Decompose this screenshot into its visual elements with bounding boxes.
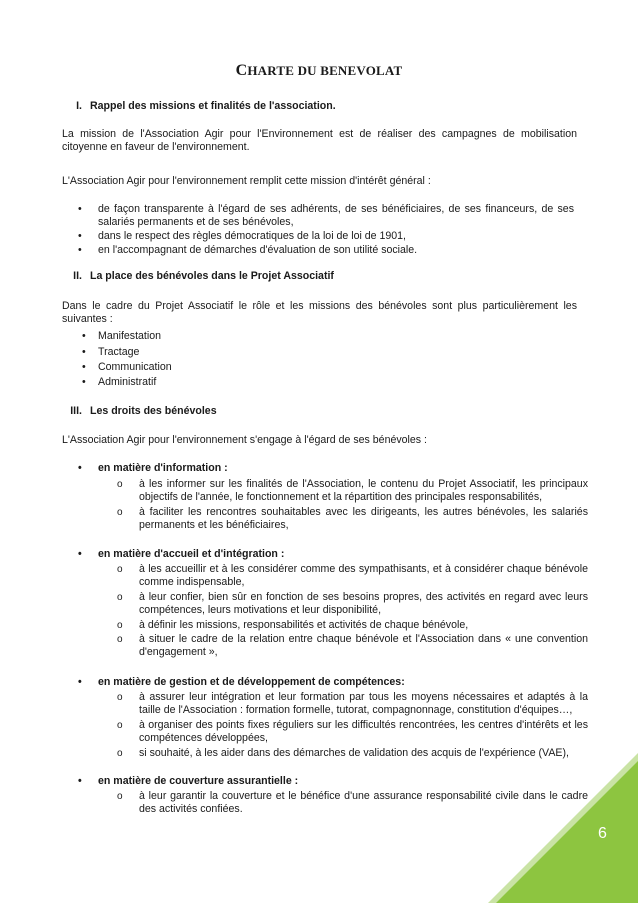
sub-list-item: [117, 619, 578, 633]
sub-list-item-text: à définir les missions, responsabilités et activités de chaque bénévole,: [139, 619, 469, 631]
section-number: I.: [76, 100, 82, 112]
sub-list-item-text: à organiser des points fixes réguliers sur les difficultés rencontrées, les centres d'intérêts et les compétences développées,: [139, 719, 588, 745]
circle-bullet-icon: o: [117, 564, 123, 575]
section-heading-2: [62, 270, 334, 283]
bullet-icon: •: [82, 376, 86, 388]
sub-list-item: [117, 633, 588, 661]
commitment-heading: [78, 676, 578, 690]
circle-bullet-icon: o: [117, 507, 123, 518]
list-item-text: Communication: [98, 361, 172, 373]
sub-list-item: [117, 478, 588, 506]
sub-list-item-text: à assurer leur intégration et leur formation par tous les moyens nécessaires et adaptés à la taille de l'Association : formation formelle, tutorat, compagnonnage, constitution d'équipes…,: [139, 691, 588, 717]
bullet-icon: •: [82, 346, 86, 358]
sub-list-item: [117, 719, 588, 747]
bullet-icon: •: [78, 462, 82, 474]
list-item: [82, 361, 578, 375]
list-item-text: Manifestation: [98, 330, 162, 342]
sub-list-item: [117, 691, 588, 719]
section-title: La place des bénévoles dans le Projet Associatif: [90, 270, 334, 282]
circle-bullet-icon: o: [117, 479, 123, 490]
sub-list-item-text: à les informer sur les finalités de l'Association, le contenu du Projet Associatif, les principaux objectifs de l'année, le fonctionnement et la répartition des principales responsabilités,: [139, 478, 588, 504]
commitment-heading: [78, 462, 578, 476]
list-item: [82, 376, 578, 390]
circle-bullet-icon: o: [117, 720, 123, 731]
section-title: Rappel des missions et finalités de l'association.: [90, 100, 336, 112]
circle-bullet-icon: o: [117, 692, 123, 703]
paragraph-commitment: L'Association Agir pour l'environnement s'engage à l'égard de ses bénévoles :: [62, 434, 427, 446]
page-title: [0, 64, 638, 77]
paragraph-volunteer-role: Dans le cadre du Projet Associatif le rôle et les missions des bénévoles sont plus particulièrement les suivantes :: [62, 300, 577, 326]
page-corner-decoration: [488, 753, 638, 903]
bullet-icon: •: [78, 203, 82, 215]
commitment-heading-text: en matière d'information :: [98, 462, 228, 474]
paragraph-general-interest: L'Association Agir pour l'environnement remplit cette mission d'intérêt général :: [62, 175, 431, 187]
paragraph-mission: La mission de l'Association Agir pour l'Environnement est de réaliser des campagnes de mobilisation citoyenne en faveur de l'environnement.: [62, 128, 577, 154]
list-item: [82, 330, 578, 344]
circle-bullet-icon: o: [117, 634, 123, 645]
bullet-icon: •: [78, 244, 82, 256]
sub-list-item: [117, 591, 588, 619]
section-number: III.: [70, 405, 82, 417]
list-item-text: en l'accompagnant de démarches d'évaluation de son utilité sociale.: [98, 244, 418, 256]
circle-bullet-icon: o: [117, 620, 123, 631]
list-item-text: dans le respect des règles démocratiques de la loi de loi de 1901,: [98, 230, 406, 242]
bullet-icon: •: [78, 548, 82, 560]
title-rest: HARTE DU BENEVOLAT: [247, 63, 403, 78]
commitment-heading-text: en matière d'accueil et d'intégration :: [98, 548, 285, 560]
list-item: [78, 203, 578, 231]
bullet-icon: •: [82, 361, 86, 373]
list-item-text: Tractage: [98, 346, 140, 358]
commitment-heading: [78, 548, 578, 562]
sub-list-item: [117, 506, 588, 534]
list-item: [78, 244, 578, 258]
circle-bullet-icon: o: [117, 748, 123, 759]
list-item: [78, 230, 578, 244]
sub-list-item-text: si souhaité, à les aider dans des démarches de validation des acquis de l'expérience (VAE),: [139, 747, 569, 759]
bullet-icon: •: [82, 330, 86, 342]
bullet-icon: •: [78, 676, 82, 688]
sub-list-item: [117, 563, 588, 591]
section-number: II.: [73, 270, 82, 282]
section-heading-3: [62, 405, 217, 418]
commitment-heading-text: en matière de gestion et de développement de compétences:: [98, 676, 405, 688]
list-item: [82, 346, 578, 360]
bullet-icon: •: [78, 775, 82, 787]
commitment-heading-text: en matière de couverture assurantielle :: [98, 775, 299, 787]
bullet-icon: •: [78, 230, 82, 242]
sub-list-item-text: à leur confier, bien sûr en fonction de ses besoins propres, des activités en regard avec leurs compétences, leurs motivations et leur disponibilité,: [139, 591, 588, 617]
sub-list-item-text: à faciliter les rencontres souhaitables avec les dirigeants, les autres bénévoles, les salariés permanents et les bénéficiaires,: [139, 506, 588, 532]
sub-list-item-text: à situer le cadre de la relation entre chaque bénévole et l'Association dans « une convention d'engagement »,: [139, 633, 588, 659]
circle-bullet-icon: o: [117, 791, 123, 802]
title-first-letter: C: [235, 62, 248, 79]
sub-list-item-text: à les accueillir et à les considérer comme des sympathisants, et à considérer chaque bénévole comme indispensable,: [139, 563, 588, 589]
list-item-text: de façon transparente à l'égard de ses adhérents, de ses bénéficiaires, de ses financeurs, de ses salariés permanents et de ses bénévoles,: [98, 203, 574, 229]
list-item-text: Administratif: [98, 376, 157, 388]
sub-list-item-text: à leur garantir la couverture et le bénéfice d'une assurance responsabilité civile dans le cadre des activités confiées.: [139, 790, 588, 816]
page-number: 6: [598, 825, 607, 842]
circle-bullet-icon: o: [117, 592, 123, 603]
section-heading-1: [62, 100, 336, 113]
section-title: Les droits des bénévoles: [90, 405, 217, 417]
